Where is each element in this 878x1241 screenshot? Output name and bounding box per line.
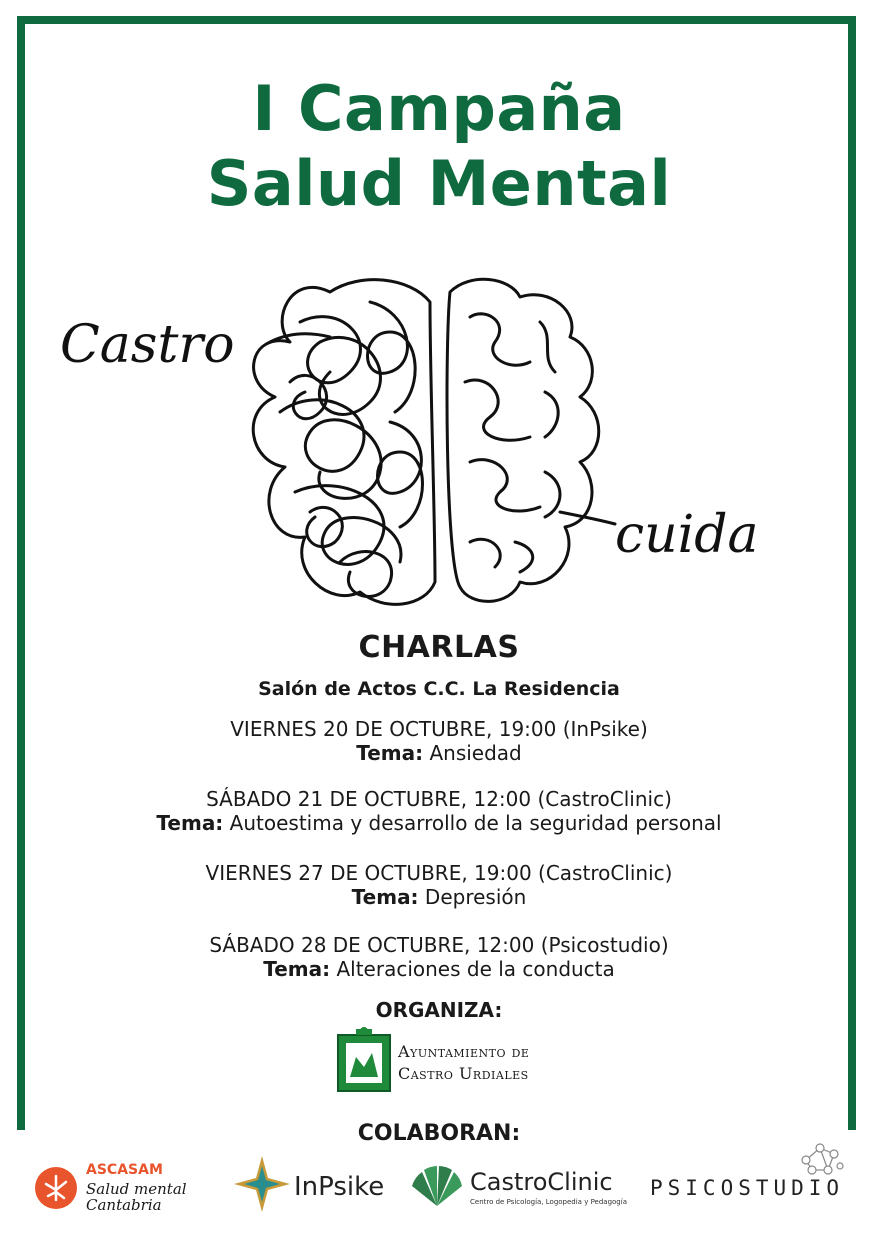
colaboran-label: COLABORAN: — [357, 1121, 521, 1146]
ayto-line-2: Castro Urdiales — [398, 1064, 529, 1083]
title-line-2: Salud Mental — [206, 147, 672, 220]
event-2 — [0, 787, 878, 835]
ascasam-icon — [34, 1166, 78, 1210]
organiza-label: ORGANIZA: — [375, 998, 503, 1022]
ascasam-logo — [34, 1162, 224, 1218]
event-topic — [0, 741, 878, 765]
tangled-hemisphere-left — [253, 280, 435, 605]
ayto-line-1: Ayuntamiento de — [398, 1042, 530, 1061]
event-1 — [0, 717, 878, 765]
tema-label: Tema: — [263, 957, 331, 981]
inpsike-logo — [232, 1152, 385, 1216]
psicostudio-logo — [650, 1140, 850, 1210]
event-topic — [0, 957, 878, 981]
script-cuida-text: cuida — [615, 505, 759, 565]
brain-illustration — [40, 262, 830, 622]
event-date: VIERNES 27 DE OCTUBRE, 19:00 (CastroClinic) — [205, 861, 673, 885]
event-topic — [0, 885, 878, 909]
section-title: CHARLAS — [358, 630, 520, 665]
fan-icon — [408, 1164, 466, 1208]
title-line-1: I Campaña — [252, 72, 626, 145]
event-3 — [0, 861, 878, 909]
tema-value: Autoestima y desarrollo de la seguridad personal — [229, 811, 722, 835]
event-date: SÁBADO 21 DE OCTUBRE, 12:00 (CastroClinic) — [206, 787, 672, 811]
castroclinic-name-a: Castro — [470, 1168, 548, 1196]
ascasam-line-1: Salud mental — [86, 1180, 187, 1198]
script-castro-text: Castro — [60, 315, 235, 375]
event-topic — [0, 811, 878, 835]
star-icon — [232, 1154, 292, 1214]
event-date: VIERNES 20 DE OCTUBRE, 19:00 (InPsike) — [230, 717, 648, 741]
castroclinic-tagline: Centro de Psicología, Logopedia y Pedagogía — [470, 1198, 627, 1206]
venue: Salón de Actos C.C. La Residencia — [258, 678, 620, 700]
coat-of-arms-icon — [336, 1027, 392, 1093]
tema-value: Alteraciones de la conducta — [336, 957, 615, 981]
psicostudio-name: PSICOSTUDIO — [650, 1176, 845, 1200]
ayuntamiento-logo — [336, 1027, 556, 1093]
tema-label: Tema: — [156, 811, 224, 835]
tema-value: Depresión — [424, 885, 527, 909]
event-date: SÁBADO 28 DE OCTUBRE, 12:00 (Psicostudio) — [209, 933, 669, 957]
ascasam-line-2: Cantabria — [86, 1196, 162, 1214]
brain-hemisphere-right — [447, 279, 599, 601]
castroclinic-name-b: Clinic — [547, 1168, 613, 1196]
inpsike-name: InPsike — [294, 1172, 385, 1202]
tema-value: Ansiedad — [429, 741, 522, 765]
ascasam-name: ASCASAM — [86, 1162, 163, 1178]
molecule-icon — [800, 1140, 844, 1178]
tema-label: Tema: — [351, 885, 419, 909]
event-4 — [0, 933, 878, 981]
tema-label: Tema: — [356, 741, 424, 765]
castroclinic-logo — [408, 1162, 627, 1212]
